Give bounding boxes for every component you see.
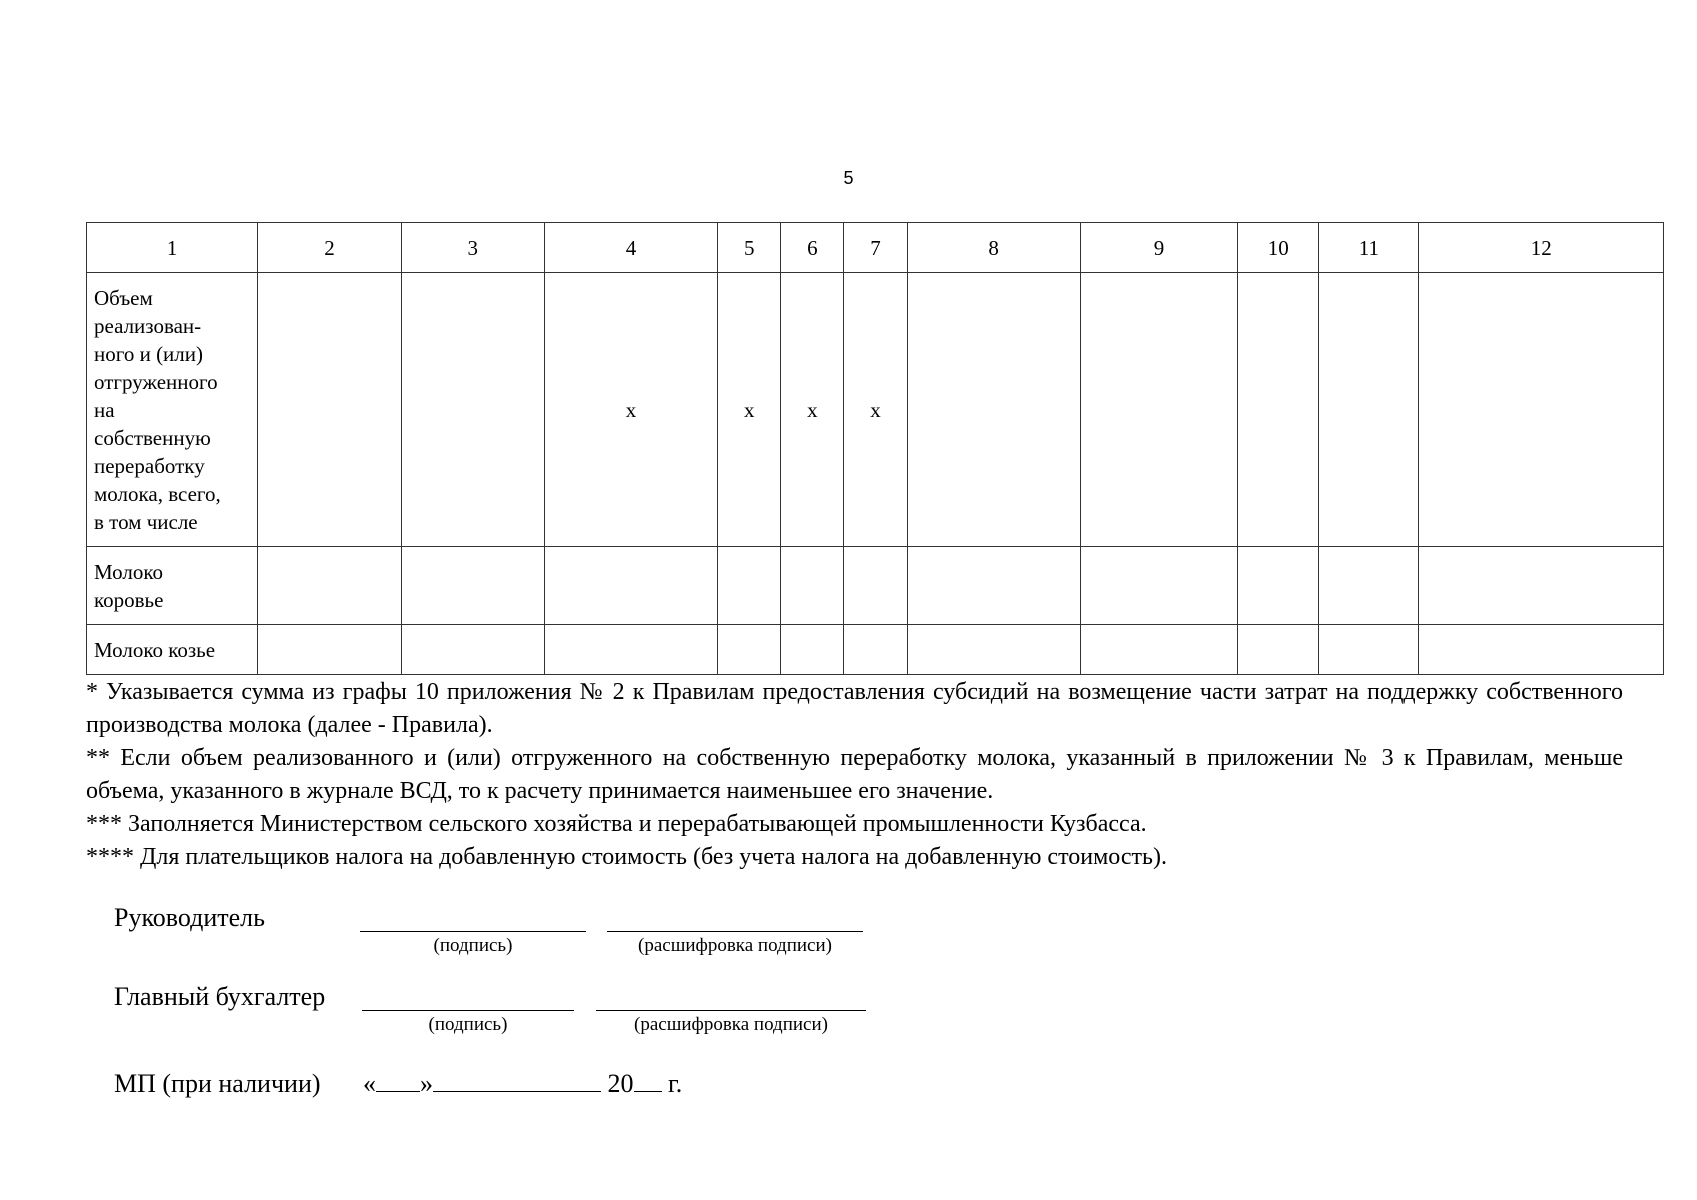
date-day-blank[interactable] — [376, 1069, 420, 1092]
table-header-row — [87, 223, 1664, 273]
column-header: 1 — [87, 223, 258, 273]
table-cell — [1238, 625, 1319, 675]
column-header: 12 — [1419, 223, 1664, 273]
table-cell — [401, 273, 544, 547]
signature-caption: (подпись) — [428, 1014, 508, 1035]
date-close-quote: » — [420, 1069, 433, 1098]
table-cell — [544, 625, 717, 675]
footnote: ** Если объем реализованного и (или) отгруженного на собственную переработку молока, указанный в приложении № 3 к Правилам, меньше объема, указанного в журнале ВСД, то к расчету принимается наименьшее его значение. — [86, 745, 1623, 804]
table-cell — [1419, 625, 1664, 675]
table-cell: х — [718, 273, 781, 547]
table-cell — [1319, 273, 1419, 547]
table-cell: х — [781, 273, 844, 547]
table-cell — [1080, 273, 1237, 547]
column-header: 5 — [718, 223, 781, 273]
decoding-caption: (расшифровка подписи) — [634, 1014, 828, 1035]
signature-caption: (подпись) — [433, 935, 513, 956]
column-header: 10 — [1238, 223, 1319, 273]
column-header: 7 — [844, 223, 907, 273]
table-cell — [1080, 547, 1237, 625]
table-cell — [718, 625, 781, 675]
table-cell — [1419, 273, 1664, 547]
head-decoding-line[interactable] — [607, 931, 863, 932]
row-label: Молоко коровье — [87, 547, 258, 625]
table-cell — [844, 625, 907, 675]
footnotes — [86, 676, 1623, 874]
table-cell — [1238, 547, 1319, 625]
column-header: 11 — [1319, 223, 1419, 273]
table-cell — [1080, 625, 1237, 675]
table-cell — [781, 547, 844, 625]
row-label: Объем реализован- ного и (или) отгруженного на собственную переработку молока, всего, в том числе — [87, 273, 258, 547]
table-cell — [907, 625, 1080, 675]
table-cell — [907, 547, 1080, 625]
column-header: 6 — [781, 223, 844, 273]
column-header: 2 — [258, 223, 401, 273]
table-cell — [258, 547, 401, 625]
stamp-label: МП (при наличии) — [114, 1069, 321, 1098]
table-cell — [1319, 547, 1419, 625]
footnote: * Указывается сумма из графы 10 приложения № 2 к Правилам предоставления субсидий на возмещение части затрат на поддержку собственного производства молока (далее - Правила). — [86, 679, 1623, 738]
table-cell — [781, 625, 844, 675]
column-header: 8 — [907, 223, 1080, 273]
decoding-caption: (расшифровка подписи) — [638, 935, 832, 956]
row-label: Молоко козье — [87, 625, 258, 675]
table-cell: х — [544, 273, 717, 547]
table-cell — [544, 547, 717, 625]
table-cell — [718, 547, 781, 625]
table-cell — [401, 547, 544, 625]
footnote: *** Заполняется Министерством сельского хозяйства и перерабатывающей промышленности Кузбасса. — [86, 811, 1147, 837]
date-field — [363, 1069, 682, 1099]
footnote: **** Для плательщиков налога на добавленную стоимость (без учета налога на добавленную стоимость). — [86, 844, 1167, 870]
column-header: 4 — [544, 223, 717, 273]
table-cell: х — [844, 273, 907, 547]
table-row — [87, 625, 1664, 675]
date-year-blank[interactable] — [634, 1069, 662, 1092]
column-header: 3 — [401, 223, 544, 273]
data-table — [86, 222, 1664, 675]
chief-accountant-decoding-line[interactable] — [596, 1010, 866, 1011]
head-label: Руководитель — [114, 903, 265, 932]
table-cell — [401, 625, 544, 675]
chief-accountant-signature-line[interactable] — [362, 1010, 574, 1011]
table-cell — [907, 273, 1080, 547]
table-cell — [844, 547, 907, 625]
date-year-prefix: 20 — [607, 1069, 634, 1098]
head-signature-line[interactable] — [360, 931, 586, 932]
date-year-suffix: г. — [668, 1069, 683, 1098]
column-header: 9 — [1080, 223, 1237, 273]
table-row — [87, 273, 1664, 547]
page-number: 5 — [843, 168, 854, 188]
table-cell — [1238, 273, 1319, 547]
table-cell — [1419, 547, 1664, 625]
date-month-blank[interactable] — [433, 1069, 601, 1092]
table-row — [87, 547, 1664, 625]
chief-accountant-label: Главный бухгалтер — [114, 982, 326, 1011]
table-cell — [258, 273, 401, 547]
table-cell — [1319, 625, 1419, 675]
table-cell — [258, 625, 401, 675]
date-open-quote: « — [363, 1069, 376, 1098]
